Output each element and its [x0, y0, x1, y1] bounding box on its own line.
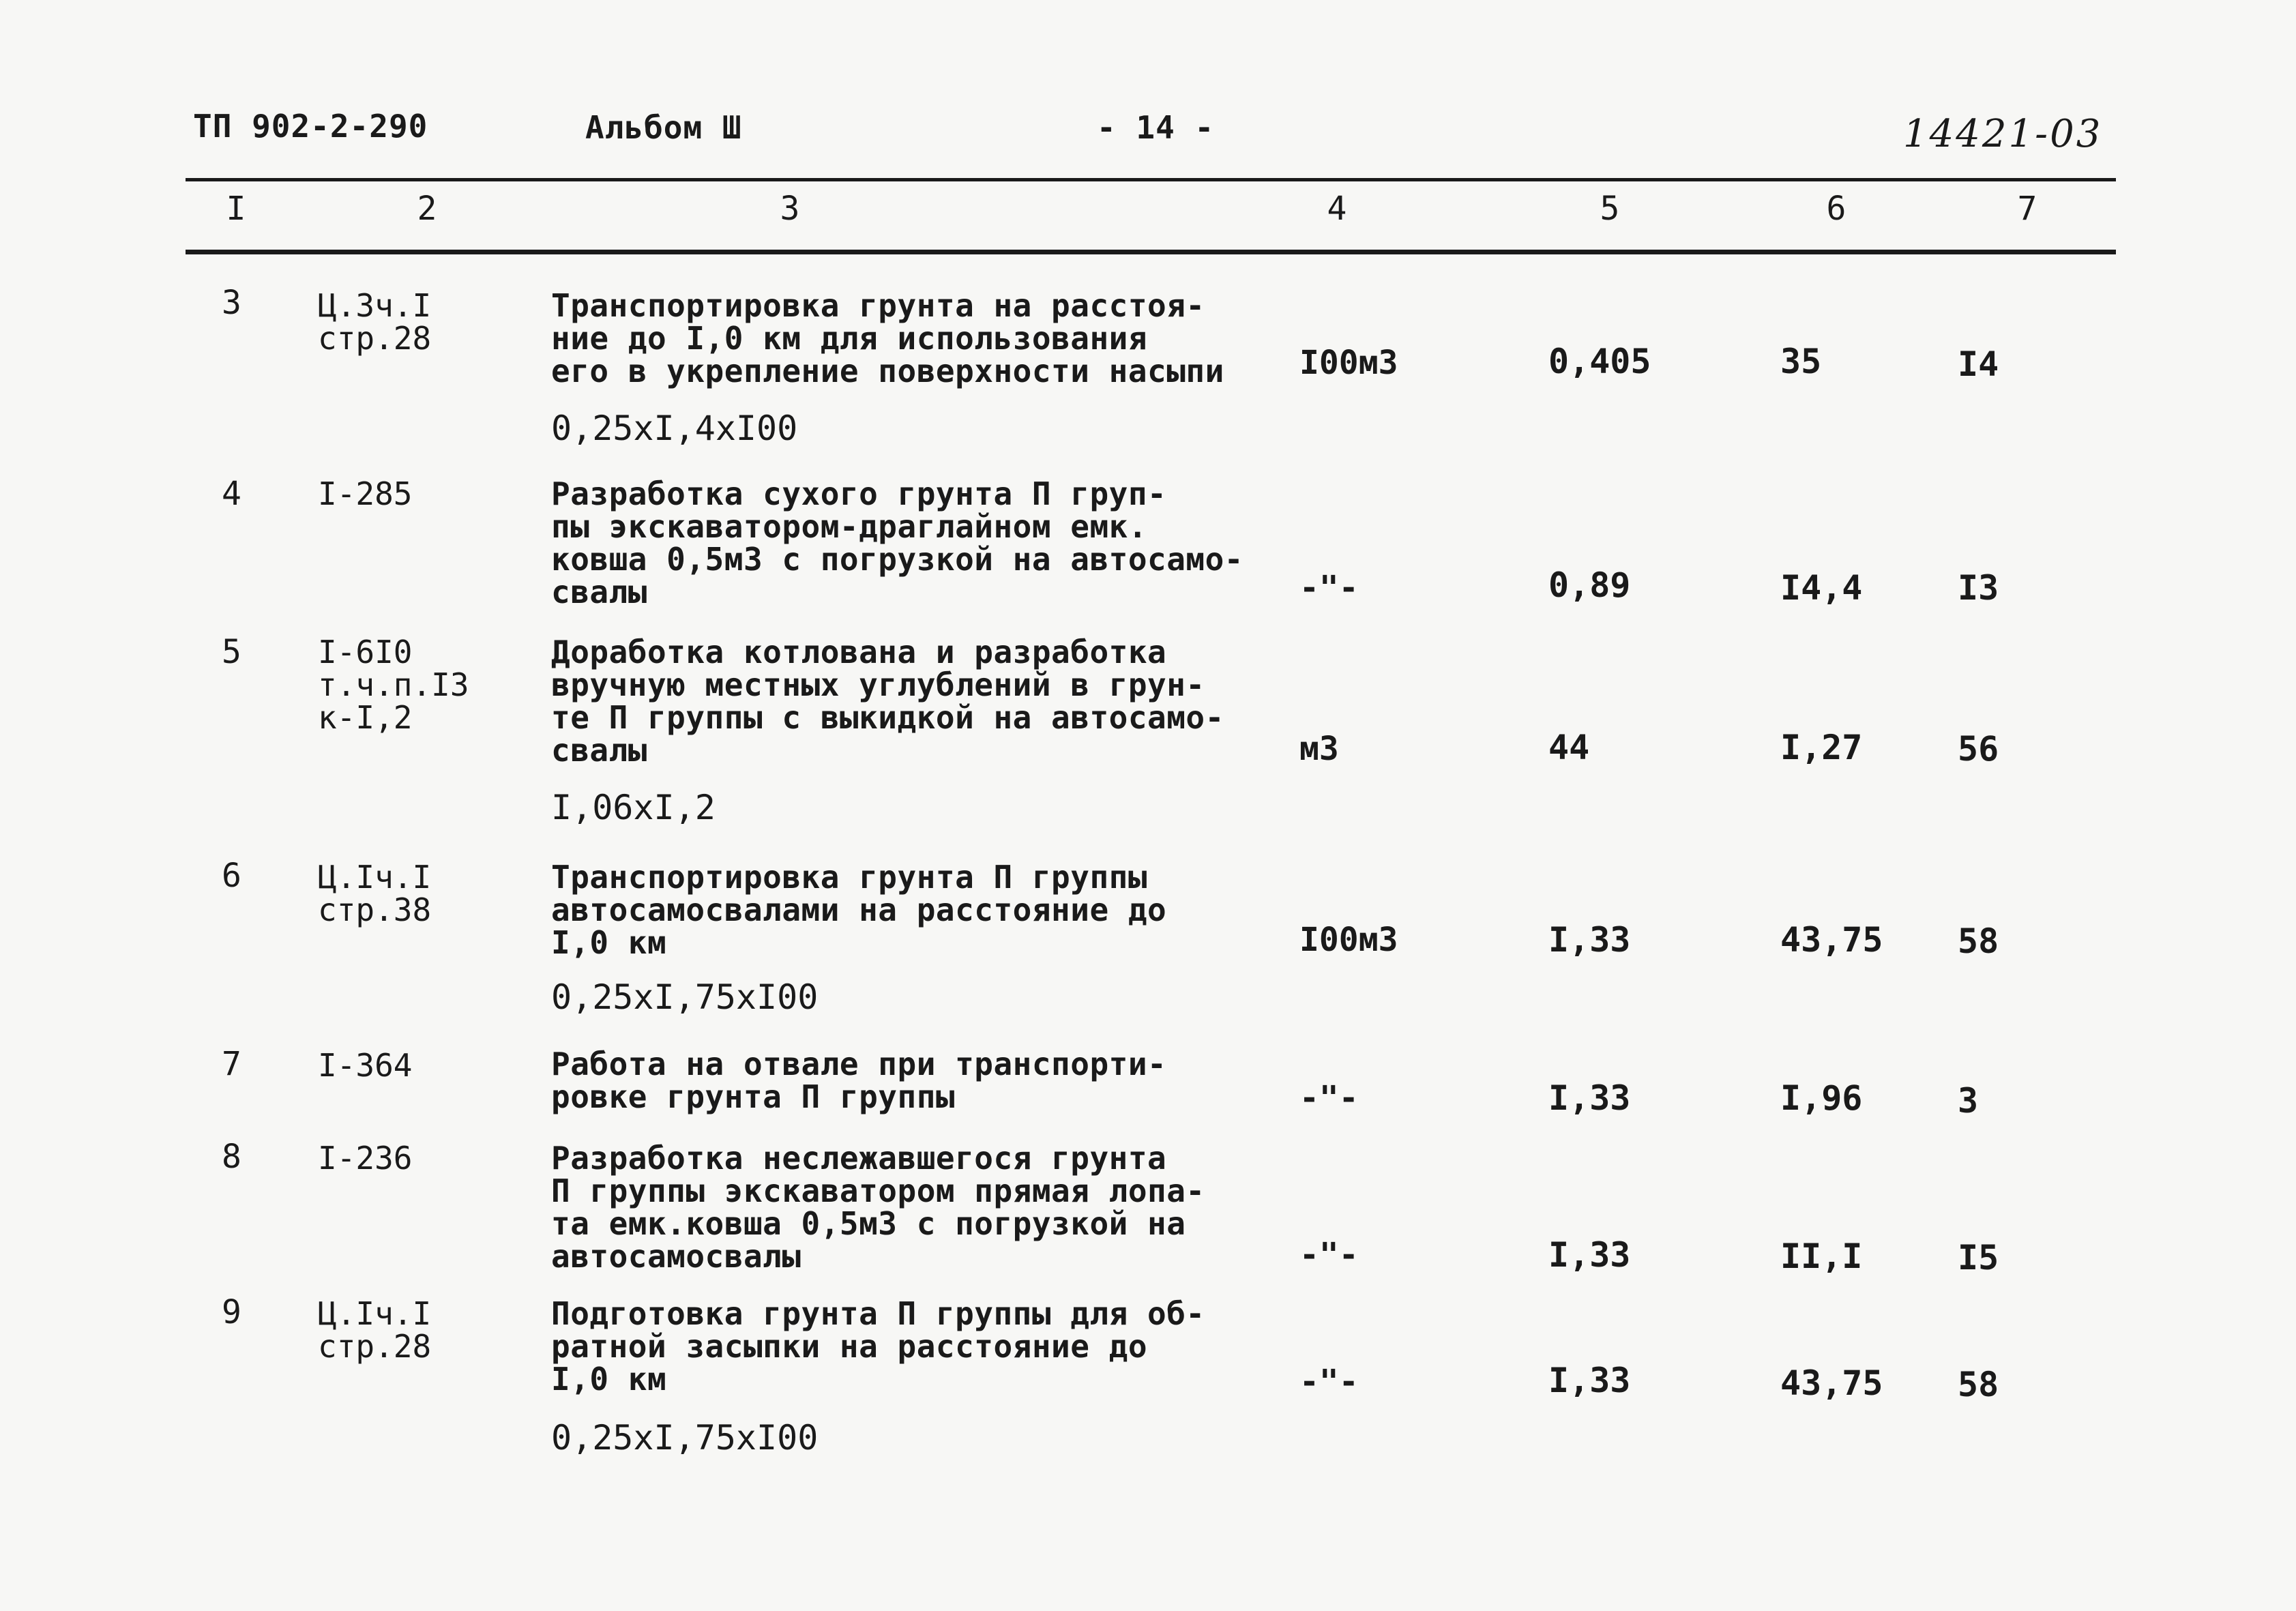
row-rate: 35	[1780, 342, 1822, 381]
row-unit: -"-	[1299, 1236, 1359, 1274]
row-unit: -"-	[1299, 1363, 1359, 1401]
row-description-line: его в укрепление поверхности насыпи	[551, 353, 1224, 389]
row-cost: 58	[1958, 921, 1999, 961]
row-description-line: та емк.ковша 0,5м3 с погрузкой на	[551, 1205, 1186, 1242]
row-unit: -"-	[1299, 1079, 1359, 1117]
row-description	[551, 1295, 1205, 1398]
album-label: Альбом Ш	[585, 109, 742, 146]
row-reference-line: Ц.Iч.I	[318, 1295, 432, 1332]
row-description-line: Доработка котлована и разработка	[551, 634, 1167, 670]
row-rate: 43,75	[1780, 1363, 1883, 1403]
row-quantity: I,33	[1548, 1235, 1631, 1275]
row-reference	[318, 1049, 412, 1082]
row-description-line: ратной засыпки на расстояние до	[551, 1328, 1148, 1365]
row-description-line: Разработка сухого грунта П груп-	[551, 475, 1167, 512]
row-number: 9	[222, 1293, 241, 1331]
row-description-line: автосамосвалы	[551, 1238, 801, 1275]
row-reference	[318, 1140, 413, 1177]
table-header-rule	[186, 250, 2116, 254]
row-description-line: Подготовка грунта П группы для об-	[551, 1295, 1205, 1332]
column-header-1: I	[226, 190, 246, 228]
row-quantity: 0,405	[1548, 342, 1651, 381]
row-description-line: Транспортировка грунта на расстоя-	[551, 287, 1205, 324]
row-number: 7	[222, 1045, 241, 1083]
row-description	[551, 636, 1224, 767]
row-description-line: пы экскаватором-драглайном емк.	[551, 508, 1148, 545]
row-description-line: свалы	[551, 732, 647, 769]
row-reference-line: I-285	[318, 475, 413, 512]
row-cost: I3	[1958, 568, 1999, 608]
row-description-line: те П группы с выкидкой на автосамо-	[551, 699, 1224, 736]
column-header-4: 4	[1327, 190, 1347, 228]
column-header-2: 2	[417, 190, 437, 228]
column-header-6: 6	[1826, 190, 1846, 228]
row-reference-line: I-364	[318, 1047, 413, 1084]
column-header-5: 5	[1600, 190, 1620, 228]
row-quantity: 0,89	[1548, 565, 1631, 605]
row-reference-line: Ц.Iч.I	[318, 859, 432, 896]
row-number: 4	[222, 475, 241, 513]
row-reference-line: I-6I0	[318, 634, 413, 670]
document-code: ТП 902-2-290	[193, 108, 428, 145]
row-number: 3	[222, 284, 241, 322]
row-quantity: I,33	[1548, 920, 1631, 960]
row-unit: м3	[1299, 730, 1339, 768]
row-cost: 56	[1958, 729, 1999, 769]
row-description-line: П группы экскаватором прямая лопа-	[551, 1172, 1205, 1209]
row-number: 8	[222, 1138, 241, 1176]
row-quantity: I,33	[1548, 1361, 1631, 1400]
row-description-line: ковша 0,5м3 с погрузкой на автосамо-	[551, 541, 1243, 578]
row-description-line: ние до I,0 км для использования	[551, 320, 1148, 357]
row-description	[551, 1048, 1166, 1113]
row-quantity: I,33	[1548, 1078, 1631, 1118]
column-header-7: 7	[2017, 190, 2037, 228]
column-header-3: 3	[780, 190, 800, 228]
row-number: 6	[222, 857, 241, 895]
row-description-line: вручную местных углублений в грун-	[551, 666, 1205, 703]
row-formula: I,06хI,2	[551, 788, 716, 827]
row-rate: I,96	[1780, 1078, 1863, 1118]
row-description-line: I,0 км	[551, 1361, 667, 1398]
row-reference-line: т.ч.п.I3	[318, 666, 469, 703]
row-reference	[318, 861, 431, 926]
row-description	[551, 477, 1243, 608]
row-description-line: свалы	[551, 574, 647, 610]
row-reference	[318, 477, 412, 510]
row-reference	[318, 289, 431, 355]
row-reference-line: стр.38	[318, 891, 432, 928]
table-top-rule	[186, 178, 2116, 181]
row-formula: 0,25хI,4хI00	[551, 409, 798, 448]
row-unit: I00м3	[1299, 344, 1398, 382]
row-formula: 0,25хI,75хI00	[551, 1418, 819, 1458]
row-reference	[318, 636, 469, 734]
row-description-line: Разработка неслежавшегося грунта	[551, 1140, 1167, 1177]
row-description-line: ровке грунта П группы	[551, 1078, 956, 1115]
row-reference-line: к-I,2	[318, 699, 413, 736]
row-description-line: Транспортировка грунта П группы	[551, 859, 1148, 896]
row-description	[551, 861, 1166, 959]
row-formula: 0,25хI,75хI00	[551, 977, 819, 1017]
row-description	[551, 289, 1224, 387]
row-description-line: автосамосвалами на расстояние до	[551, 891, 1167, 928]
row-reference-line: стр.28	[318, 320, 432, 357]
row-cost: 3	[1958, 1081, 1979, 1121]
row-reference-line: стр.28	[318, 1328, 432, 1365]
row-cost: I4	[1958, 344, 1999, 384]
row-quantity: 44	[1548, 728, 1590, 767]
row-cost: I5	[1958, 1238, 1999, 1277]
row-description-line: Работа на отвале при транспорти-	[551, 1046, 1167, 1082]
row-rate: I4,4	[1780, 568, 1863, 608]
row-rate: 43,75	[1780, 920, 1883, 960]
row-rate: I,27	[1780, 728, 1863, 767]
row-reference	[318, 1297, 431, 1363]
page-number: - 14 -	[1097, 109, 1215, 146]
row-reference-line: I-236	[318, 1140, 413, 1177]
row-description	[551, 1142, 1205, 1273]
row-rate: II,I	[1780, 1237, 1863, 1276]
sheet-code: 14421-03	[1903, 112, 2103, 156]
row-number: 5	[222, 633, 241, 671]
row-description-line: I,0 км	[551, 924, 667, 961]
row-unit: I00м3	[1299, 921, 1398, 959]
row-unit: -"-	[1299, 569, 1359, 607]
row-reference-line: Ц.3ч.I	[318, 287, 432, 324]
row-cost: 58	[1958, 1365, 1999, 1404]
